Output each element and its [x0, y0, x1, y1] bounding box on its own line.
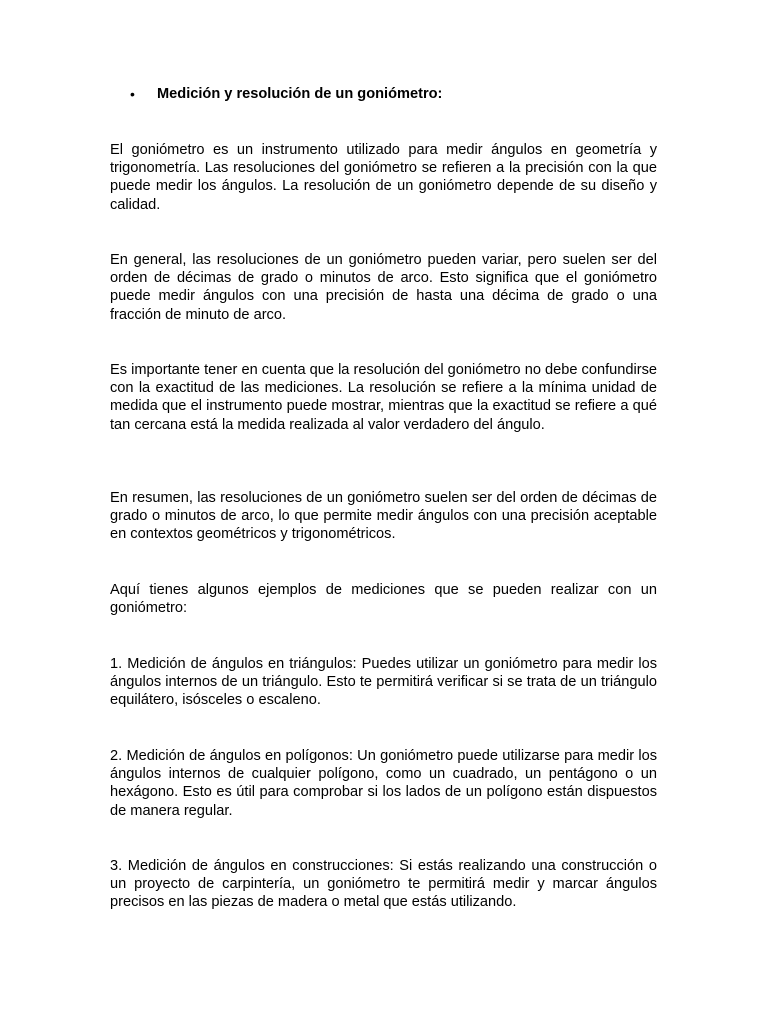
paragraph-intro: El goniómetro es un instrumento utilizado para medir ángulos en geometría y trigonometría. Las resoluciones del goniómetro se refieren a la precisión con la que puede medir los ángulos. La resolución de un goniómetro depende de su diseño y calidad.: [110, 142, 657, 213]
paragraph-general: En general, las resoluciones de un goniómetro pueden variar, pero suelen ser del orden de décimas de grado o minutos de arco. Esto significa que el goniómetro puede medir ángulos con una precisión de hasta una décima de grado o una fracción de minuto de arco.: [110, 252, 657, 323]
section-heading: [130, 85, 442, 103]
paragraph-importance: Es importante tener en cuenta que la resolución del goniómetro no debe confundirse con la exactitud de las mediciones. La resolución se refiere a la mínima unidad de medida que el instrumento puede mostrar, mientras que la exactitud se refiere a qué tan cercana está la medida realizada al valor verdadero del ángulo.: [110, 362, 657, 433]
bullet-marker: •: [130, 86, 135, 102]
paragraph-example-2: 2. Medición de ángulos en polígonos: Un goniómetro puede utilizarse para medir los ángulos internos de cualquier polígono, como un cuadrado, un pentágono o un hexágono. Esto es útil para comprobar si los lados de un polígono están dispuestos de manera regular.: [110, 748, 657, 819]
paragraph-examples-intro: Aquí tienes algunos ejemplos de mediciones que se pueden realizar con un goniómetro:: [110, 582, 657, 617]
paragraph-example-1: 1. Medición de ángulos en triángulos: Puedes utilizar un goniómetro para medir los ángulos internos de un triángulo. Esto te permitirá verificar si se trata de un triángulo equilátero, isósceles o escaleno.: [110, 656, 657, 709]
paragraph-summary: En resumen, las resoluciones de un goniómetro suelen ser del orden de décimas de grado o minutos de arco, lo que permite medir ángulos con una precisión aceptable en contextos geométricos y trigonométricos.: [110, 490, 657, 543]
heading-text: Medición y resolución de un goniómetro:: [157, 86, 443, 102]
paragraph-example-3: 3. Medición de ángulos en construcciones: Si estás realizando una construcción o un proyecto de carpintería, un goniómetro te permitirá medir y marcar ángulos precisos en las piezas de madera o metal que estás utilizando.: [110, 858, 657, 911]
